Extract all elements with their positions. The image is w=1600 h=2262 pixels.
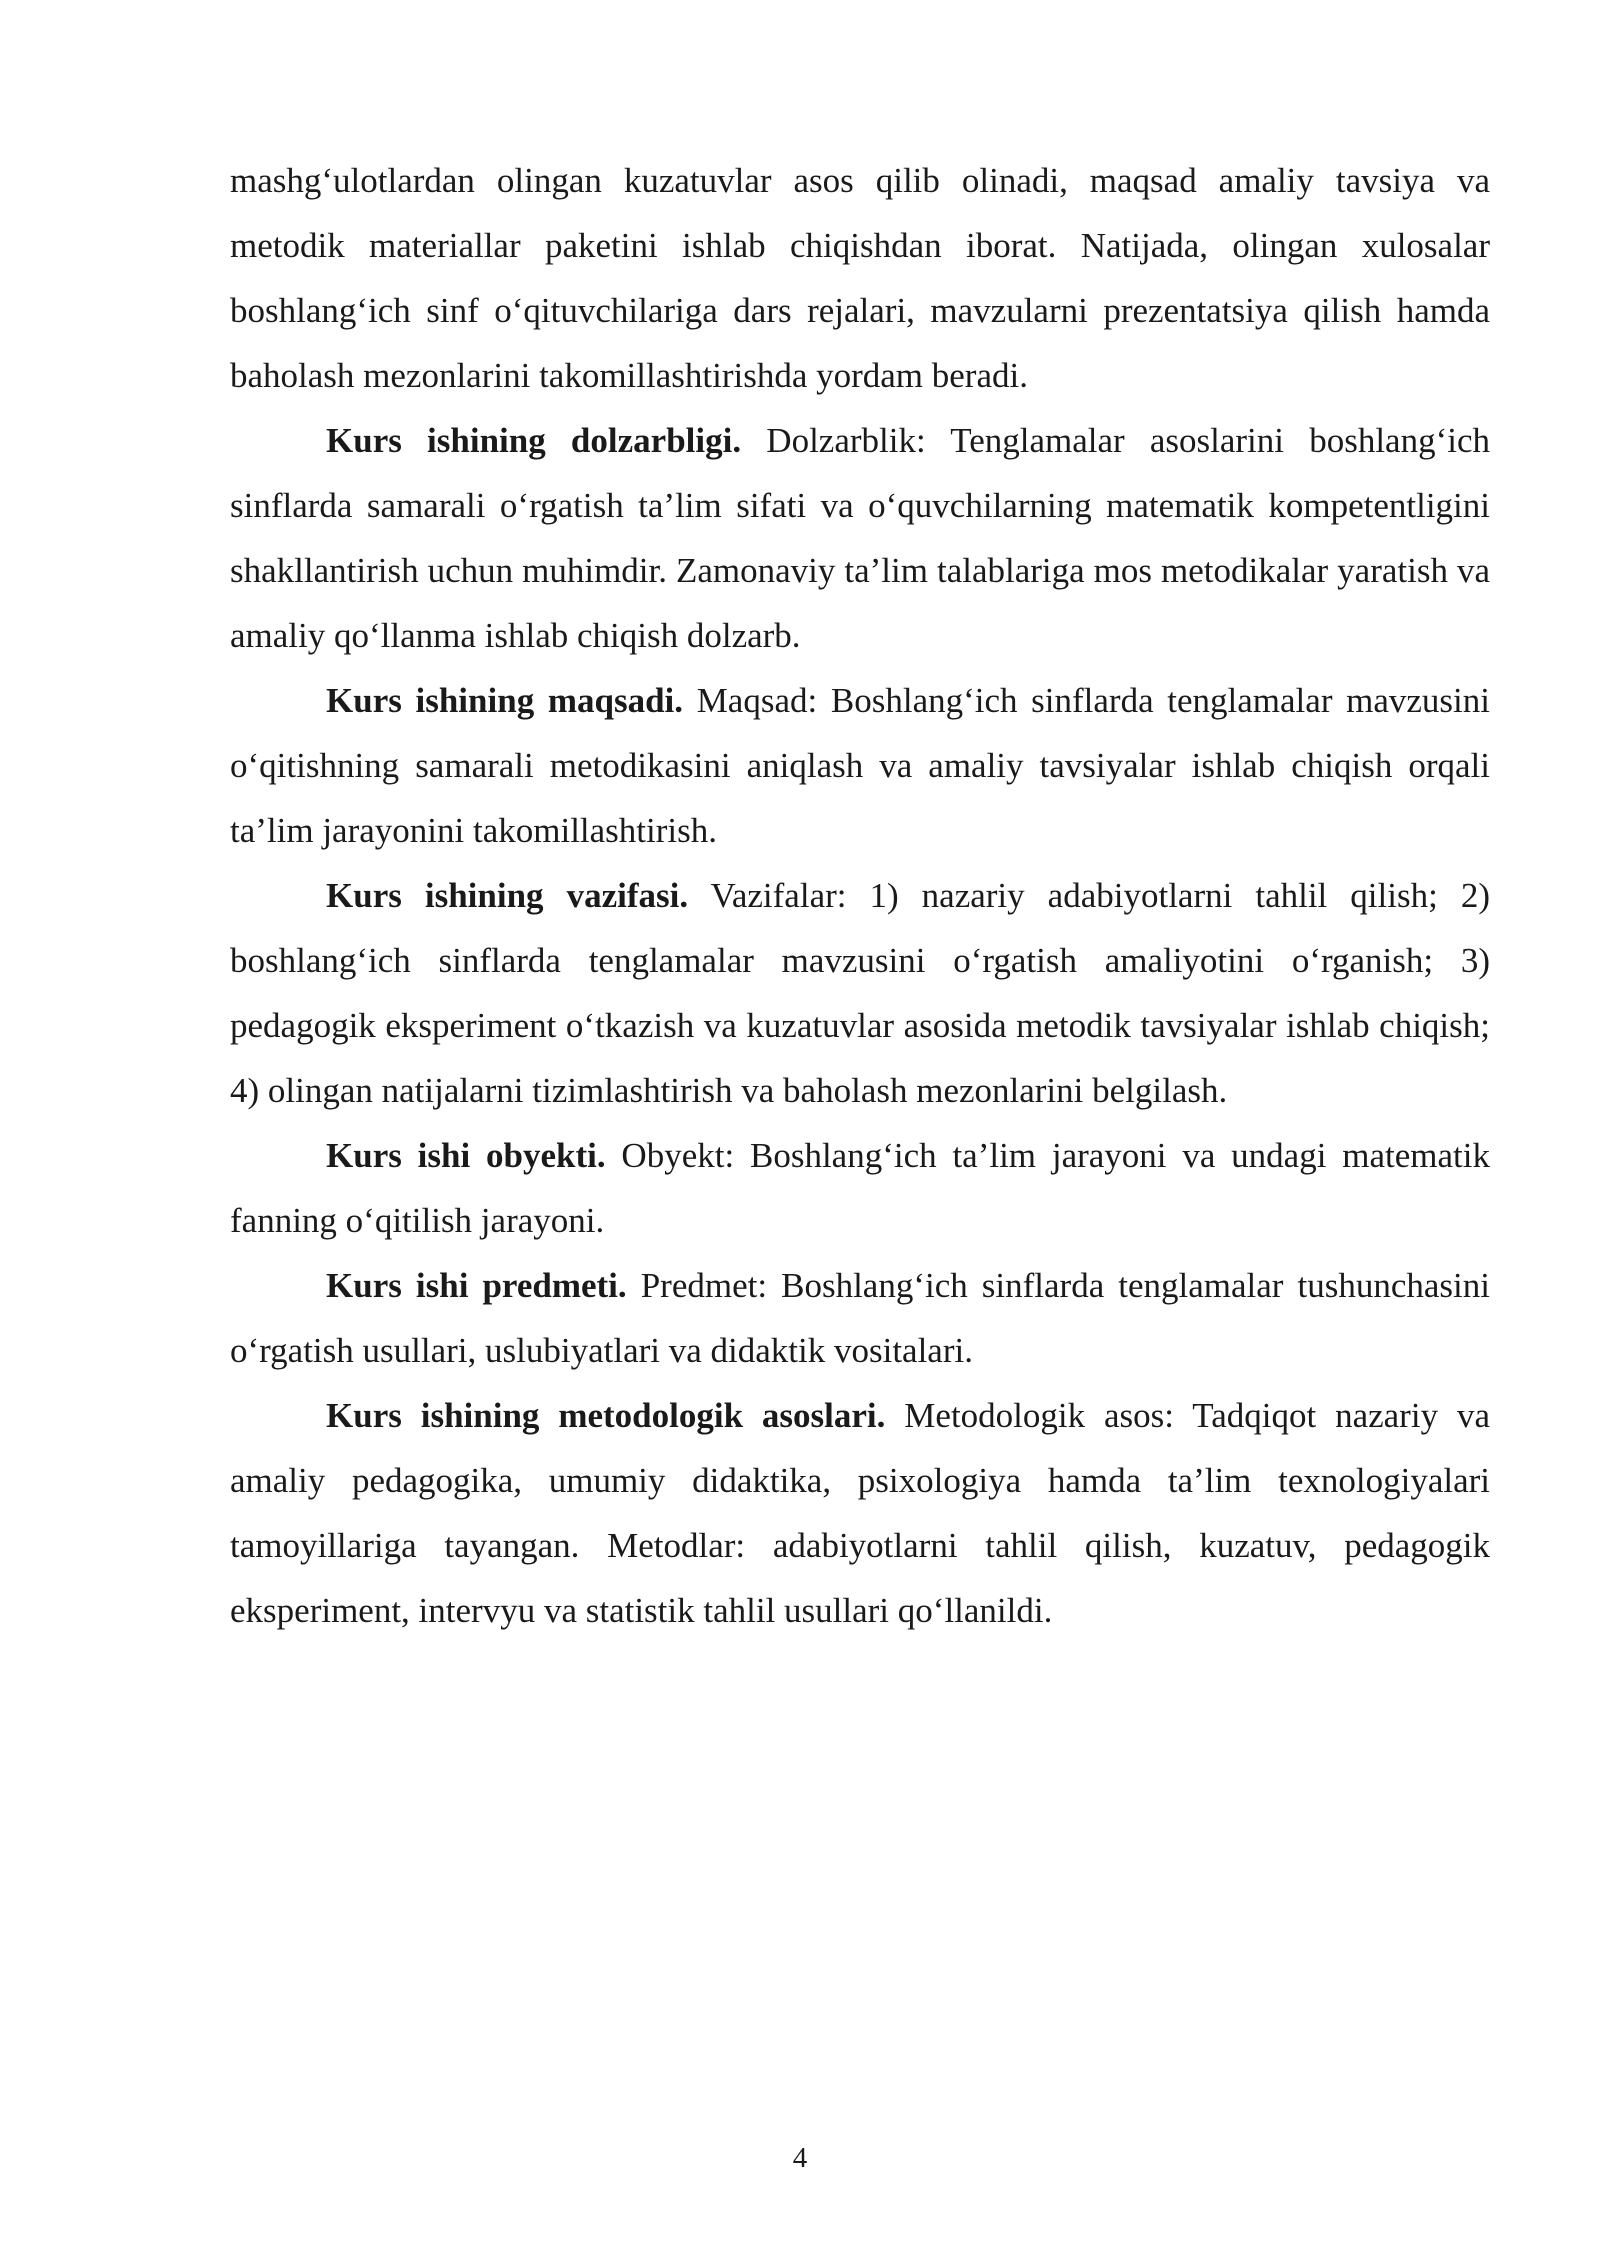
section-heading-goal: Kurs ishining maqsadi. bbox=[326, 681, 684, 720]
section-methodology bbox=[230, 1383, 1490, 1643]
section-tasks bbox=[230, 863, 1490, 1123]
section-text-subject: Predmet: Boshlang‘ich sinflarda tenglamalar tushunchasini o‘rgatish usullari, uslubiyatlari va didaktik vositalari. bbox=[230, 1266, 1490, 1370]
section-heading-relevance: Kurs ishining dolzarbligi. bbox=[326, 421, 742, 460]
section-text-tasks: Vazifalar: 1) nazariy adabiyotlarni tahlil qilish; 2) boshlang‘ich sinflarda tenglamalar mavzusini o‘rgatish amaliyotini o‘rganish; 3) pedagogik eksperiment o‘tkazish va kuzatuvlar asosida metodik tavsiyalar ishlab chiqish; 4) olingan natijalarni tizimlashtirish va baholash mezonlarini belgilash. bbox=[230, 876, 1490, 1110]
section-text-goal: Maqsad: Boshlang‘ich sinflarda tenglamalar mavzusini o‘qitishning samarali metodikasini aniqlash va amaliy tavsiyalar ishlab chiqish orqali ta’lim jarayonini takomillashtirish. bbox=[230, 681, 1490, 850]
section-text-object: Obyekt: Boshlang‘ich ta’lim jarayoni va undagi matematik fanning o‘qitilish jarayoni. bbox=[230, 1136, 1490, 1240]
intro-paragraph: mashg‘ulotlardan olingan kuzatuvlar asos qilib olinadi, maqsad amaliy tavsiya va metodik materiallar paketini ishlab chiqishdan iborat. Natijada, olingan xulosalar boshlang‘ich sinf o‘qituvchilariga dars rejalari, mavzularni prezentatsiya qilish hamda baholash mezonlarini takomillashtirishda yordam beradi. bbox=[230, 161, 1490, 395]
page-number: 4 bbox=[792, 2142, 808, 2174]
section-heading-tasks: Kurs ishining vazifasi. bbox=[326, 876, 689, 915]
section-goal bbox=[230, 668, 1490, 863]
section-text-methodology: Metodologik asos: Tadqiqot nazariy va amaliy pedagogika, umumiy didaktika, psixologiya hamda ta’lim texnologiyalari tamoyillariga tayangan. Metodlar: adabiyotlarni tahlil qilish, kuzatuv, pedagogik eksperiment, intervyu va statistik tahlil usullari qo‘llanildi. bbox=[230, 1396, 1490, 1630]
section-object bbox=[230, 1123, 1490, 1253]
document-page bbox=[230, 148, 1490, 1643]
section-text-relevance: Dolzarblik: Tenglamalar asoslarini boshlang‘ich sinflarda samarali o‘rgatish ta’lim sifati va o‘quvchilarning matematik kompetentligini shakllantirish uchun muhimdir. Zamonaviy ta’lim talablariga mos metodikalar yaratish va amaliy qo‘llanma ishlab chiqish dolzarb. bbox=[230, 421, 1490, 655]
section-relevance bbox=[230, 408, 1490, 668]
section-subject bbox=[230, 1253, 1490, 1383]
section-heading-subject: Kurs ishi predmeti. bbox=[326, 1266, 627, 1305]
section-heading-methodology: Kurs ishining metodologik asoslari. bbox=[326, 1396, 886, 1435]
section-heading-object: Kurs ishi obyekti. bbox=[326, 1136, 606, 1175]
